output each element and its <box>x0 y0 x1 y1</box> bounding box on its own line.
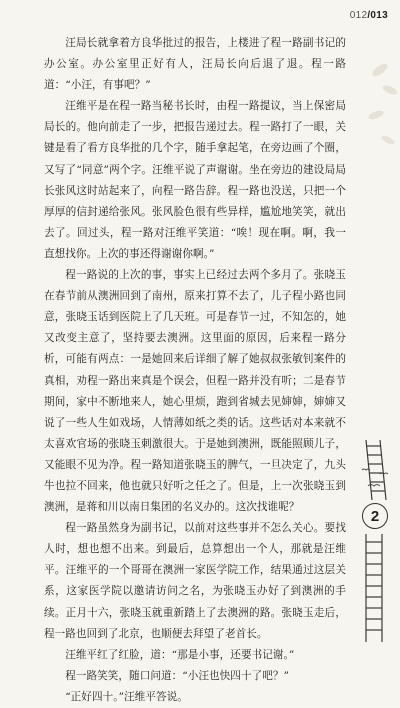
ladder-birds-decoration <box>350 0 400 642</box>
ladder-lower-icon <box>366 534 382 642</box>
paragraph-7: “正好四十。”汪维平答说。 <box>65 690 188 703</box>
page-number-prev: 012 <box>349 10 368 21</box>
birds-decoration <box>362 469 388 486</box>
body-text <box>44 33 346 703</box>
paragraph-4: 程一路虽然身为副书记，以前对这些事并不怎么关心。要找人时，想也想不出来。到最后，总算想出一个人，那就是汪维平。汪维平的一个哥哥在澳洲一家医学院工作，结果通过这层关系，这家医学院以邀请访问之名，为张晓玉办好了到澳洲的手续。正月十六，张晓玉就重新踏上了去澳洲的路。张晓玉走后，程一路也回到了北京，也顺便去拜望了老首长。 <box>44 522 346 640</box>
chapter-badge: 2 <box>362 503 388 529</box>
paragraph-3: 程一路说的上次的事，事实上已经过去两个多月了。张晓玉在春节前从澳洲回到了南州，原来打算不去了，儿子程小路也同意，张晓玉话到医院上了几天班。可是春节一过，不知怎的，她又改变主意了，坚持要去澳洲。这里面的原因，后来程一路分析，可能有两点：一是她回来后详细了解了她叔叔张敏钊案件的真相，劝程一路出来真是个误会，但程一路并没有听；二是春节期间，家中不断地来人，她心里烦，跑到省城去见婶婶，婶婶又说了一些人生如戏场，人情薄如纸之类的话。这些话对本来就不太喜欢官场的张晓玉刺激很大。于是她到澳洲，既能照顾儿子，又能眼不见为净。程一路知道张晓玉的脾气，一旦决定了，九头牛也拉不回来，他也就只好听之任之了。但是，上一次张晓玉到澳洲，是蒋和川以南日集团的名义办的。这次找谁呢？ <box>44 269 346 514</box>
paragraph-5: 汪维平红了红脸，道：“那是小事，还要书记谢。” <box>65 648 295 661</box>
page-number-current: 013 <box>370 10 388 21</box>
paragraph-1: 汪局长就拿着方良华批过的报告，上楼进了程一路副书记的办公室。办公室里正好有人，汪局长向后退了退。程一路道：“小汪，有事吧？” <box>44 37 346 92</box>
paragraph-2: 汪维平是在程一路当秘书长时，由程一路提议，当上保密局局长的。他向前走了一步，把报告递过去。程一路打了一眼，关键是看了看方良华批的几个字，随手拿起笔，在旁边画了个圈，又写了“同意”两个字。汪维平说了声谢谢。坐在旁边的建设局局长张风这时站起来了，向程一路告辞。程一路也没送，只把一个厚厚的信封递给张风。张风脸色很有些异样，尴尬地笑笑，就出去了。回过头，程一路对汪维平笑道：“唉！现在啊。啊，我一直想找你。上次的事还得谢谢你啊。” <box>44 100 346 260</box>
leaf-decoration <box>367 62 398 147</box>
paragraph-6: 程一路笑笑，随口问道：“小汪也快四十了吧？” <box>65 669 289 682</box>
ladder-upper-icon <box>366 440 386 500</box>
page-number <box>350 10 388 21</box>
page-number-separator: / <box>367 10 371 21</box>
